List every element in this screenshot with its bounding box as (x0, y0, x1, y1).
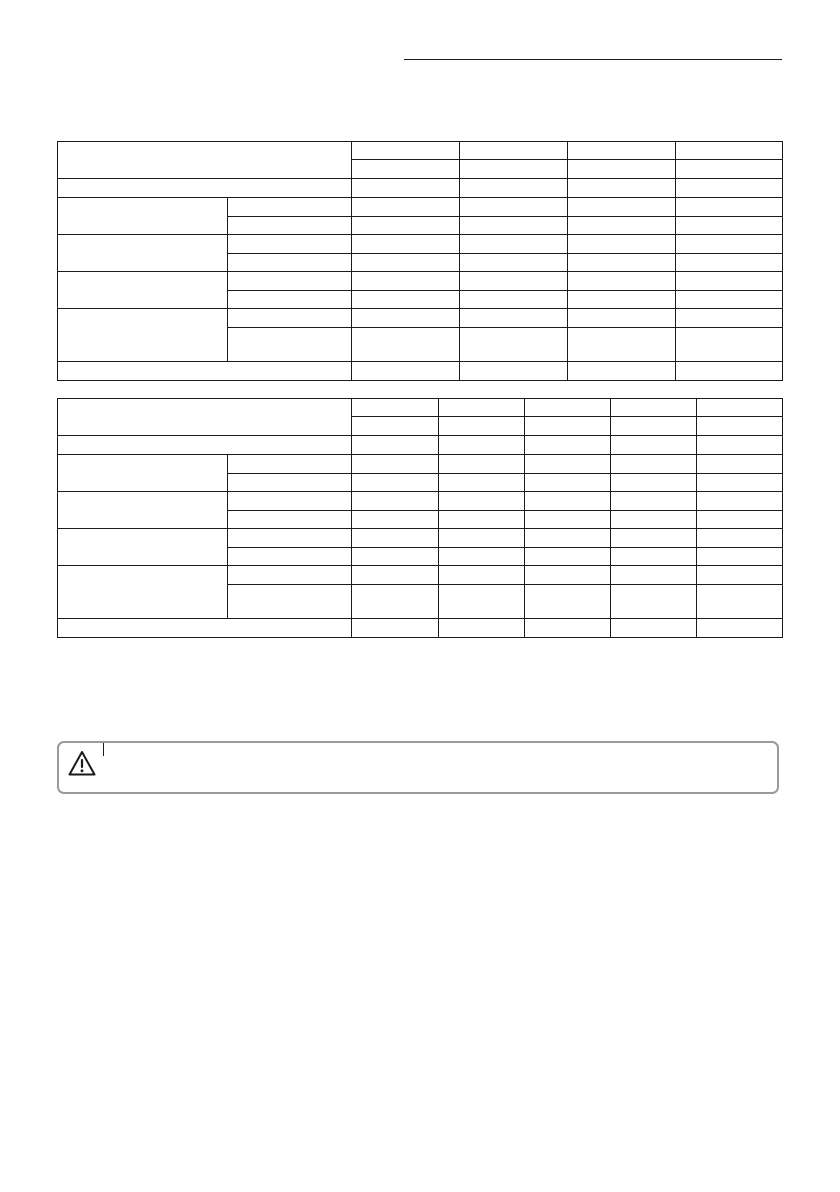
table-cell (568, 328, 676, 362)
row-label-cell (58, 179, 352, 198)
table-row (58, 492, 783, 511)
group-label-cell (58, 198, 228, 235)
sub-label-cell (228, 474, 352, 492)
table-cell (611, 474, 697, 492)
sub-label-cell (228, 529, 352, 548)
table-cell (676, 254, 783, 272)
table-cell (525, 417, 611, 436)
table-row (58, 235, 783, 254)
table-cell (439, 455, 525, 474)
row-label-cell (58, 436, 352, 455)
table-cell (611, 511, 697, 529)
group-label-cell (58, 566, 228, 619)
group-label-cell (58, 235, 228, 272)
table-cell (352, 160, 460, 179)
table-cell (676, 235, 783, 254)
table-cell (697, 455, 783, 474)
warning-triangle-icon (67, 749, 97, 779)
table-cell (352, 272, 460, 291)
sub-label-cell (228, 455, 352, 474)
table-cell (568, 309, 676, 328)
table-cell (611, 417, 697, 436)
table-cell (439, 436, 525, 455)
table-cell (460, 198, 568, 217)
table-cell (439, 492, 525, 511)
table-cell (568, 198, 676, 217)
sub-label-cell (228, 309, 352, 328)
spec-table-a (57, 141, 783, 381)
table-cell (568, 217, 676, 235)
table-cell (439, 474, 525, 492)
table-cell (439, 566, 525, 585)
table-cell (352, 291, 460, 309)
model-column-header (525, 399, 611, 417)
table-cell (568, 160, 676, 179)
table-row (58, 362, 783, 381)
table-cell (568, 291, 676, 309)
table-cell (676, 179, 783, 198)
table-header-row (58, 142, 783, 160)
table-cell (611, 492, 697, 511)
header-rule (404, 59, 782, 60)
table-cell (352, 511, 439, 529)
sub-label-cell (228, 217, 352, 235)
table-cell (352, 235, 460, 254)
model-column-header (676, 142, 783, 160)
table-cell (439, 585, 525, 619)
table-cell (460, 160, 568, 179)
table-cell (352, 198, 460, 217)
table-cell (611, 585, 697, 619)
table-cell (676, 328, 783, 362)
table-cell (697, 585, 783, 619)
table-row (58, 619, 783, 638)
sub-label-cell (228, 198, 352, 217)
table-cell (460, 254, 568, 272)
table-cell (439, 511, 525, 529)
model-column-header (352, 142, 460, 160)
table-cell (697, 619, 783, 638)
table-cell (352, 179, 460, 198)
sub-label-cell (228, 548, 352, 566)
table-cell (525, 492, 611, 511)
table-row (58, 529, 783, 548)
table-row (58, 455, 783, 474)
sub-label-cell (228, 235, 352, 254)
table-cell (352, 566, 439, 585)
caution-notice (57, 741, 779, 794)
model-column-header (568, 142, 676, 160)
group-label-cell (58, 309, 228, 362)
group-label-cell (58, 529, 228, 566)
table-cell (676, 198, 783, 217)
model-column-header (611, 399, 697, 417)
table-cell (676, 362, 783, 381)
table-cell (352, 474, 439, 492)
table-cell (611, 529, 697, 548)
table-cell (611, 566, 697, 585)
model-column-header (460, 142, 568, 160)
table-row (58, 198, 783, 217)
table-cell (352, 217, 460, 235)
table-cell (697, 566, 783, 585)
table-cell (352, 436, 439, 455)
table-cell (352, 254, 460, 272)
sub-label-cell (228, 254, 352, 272)
table-cell (352, 492, 439, 511)
sub-label-cell (228, 585, 352, 619)
row-label-cell (58, 619, 352, 638)
table-header-row (58, 399, 783, 417)
table-cell (439, 417, 525, 436)
sub-label-cell (228, 291, 352, 309)
table-cell (611, 455, 697, 474)
table-cell (568, 362, 676, 381)
sub-label-cell (228, 492, 352, 511)
table-cell (611, 436, 697, 455)
table-cell (697, 492, 783, 511)
table-cell (568, 235, 676, 254)
sub-label-cell (228, 566, 352, 585)
table-cell (568, 254, 676, 272)
table-cell (525, 474, 611, 492)
table-cell (525, 566, 611, 585)
table-row (58, 272, 783, 291)
caution-divider (103, 743, 104, 756)
table-cell (697, 511, 783, 529)
row-label-cell (58, 362, 352, 381)
table-cell (460, 272, 568, 291)
table-cell (676, 160, 783, 179)
model-column-header (697, 399, 783, 417)
table-cell (460, 179, 568, 198)
header-label-cell (58, 142, 352, 179)
table-cell (525, 585, 611, 619)
table-cell (568, 179, 676, 198)
sub-label-cell (228, 328, 352, 362)
table-cell (352, 328, 460, 362)
table-cell (352, 585, 439, 619)
table-cell (460, 309, 568, 328)
table-cell (352, 529, 439, 548)
table-cell (525, 436, 611, 455)
table-cell (352, 309, 460, 328)
table-row (58, 436, 783, 455)
table-cell (676, 272, 783, 291)
table-cell (676, 309, 783, 328)
table-cell (460, 328, 568, 362)
table-cell (352, 619, 439, 638)
table-row (58, 566, 783, 585)
table-cell (352, 362, 460, 381)
table-cell (352, 417, 439, 436)
table-cell (676, 291, 783, 309)
table-cell (352, 455, 439, 474)
model-column-header (352, 399, 439, 417)
table-cell (525, 455, 611, 474)
sub-label-cell (228, 272, 352, 291)
table-cell (460, 291, 568, 309)
table-row (58, 309, 783, 328)
table-cell (525, 511, 611, 529)
table-cell (525, 619, 611, 638)
group-label-cell (58, 272, 228, 309)
table-cell (697, 529, 783, 548)
spec-table-b (57, 398, 783, 638)
table-cell (460, 362, 568, 381)
header-label-cell (58, 399, 352, 436)
table-cell (697, 417, 783, 436)
table-cell (439, 529, 525, 548)
table-cell (525, 529, 611, 548)
table-cell (611, 548, 697, 566)
table-cell (676, 217, 783, 235)
table-cell (525, 548, 611, 566)
table-cell (460, 235, 568, 254)
table-cell (460, 217, 568, 235)
table-cell (439, 548, 525, 566)
group-label-cell (58, 492, 228, 529)
sub-label-cell (228, 511, 352, 529)
table-cell (697, 474, 783, 492)
table-cell (611, 619, 697, 638)
table-row (58, 179, 783, 198)
table-cell (352, 548, 439, 566)
model-column-header (439, 399, 525, 417)
group-label-cell (58, 455, 228, 492)
table-cell (568, 272, 676, 291)
table-cell (697, 436, 783, 455)
table-cell (439, 619, 525, 638)
table-cell (697, 548, 783, 566)
